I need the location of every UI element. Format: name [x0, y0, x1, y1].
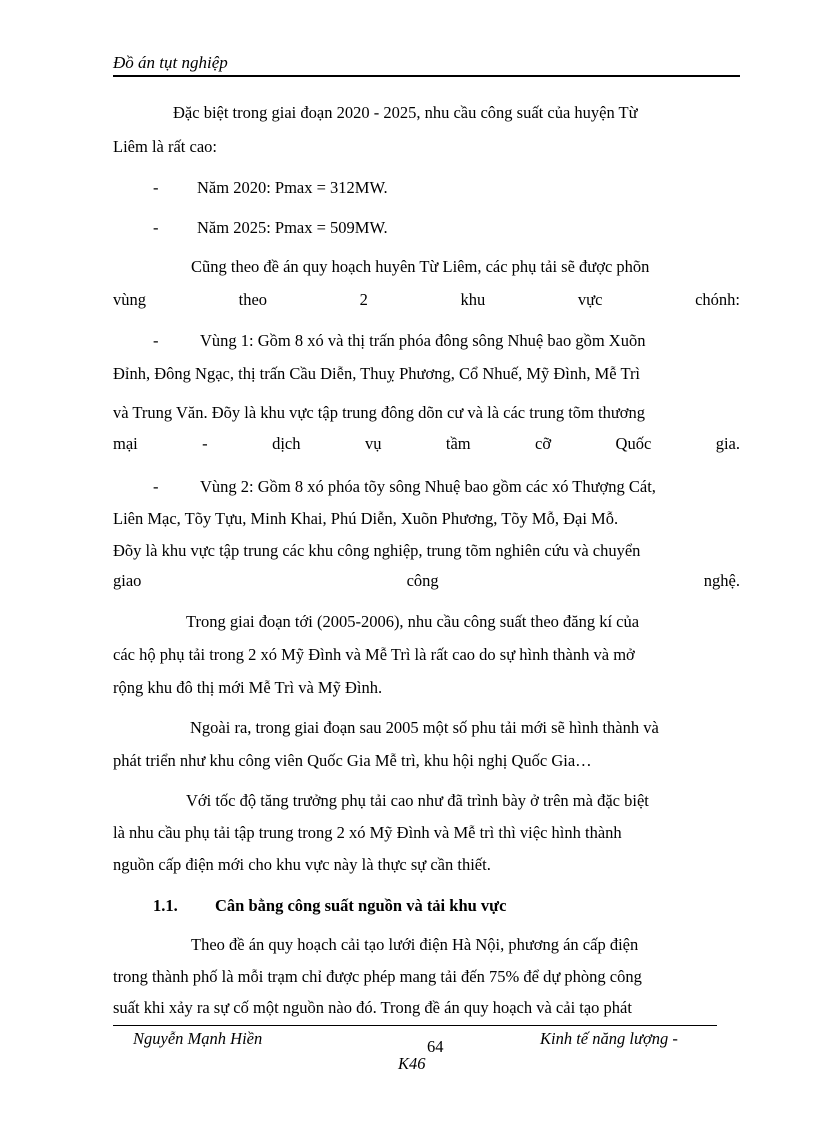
paragraph-line: rộng khu đô thị mới Mễ Trì và Mỹ Đình. — [113, 678, 383, 697]
paragraph-line: Đõy là khu vực tập trung các khu công nghiệp, trung tõm nghiên cứu và chuyển — [113, 541, 641, 560]
paragraph-line: Với tốc độ tăng trưởng phụ tải cao như đã trình bày ở trên mà đặc biệt — [186, 791, 649, 810]
bullet-marker: - — [153, 218, 159, 237]
section-number: 1.1. — [153, 896, 178, 915]
footer-divider — [113, 1025, 717, 1026]
paragraph-line: Theo đề án quy hoạch cải tạo lưới điện Hà Nội, phương án cấp điện — [191, 935, 639, 954]
header-divider — [113, 75, 740, 77]
paragraph-line: Liêm là rất cao: — [113, 137, 217, 156]
paragraph-line: và Trung Văn. Đõy là khu vực tập trung đông dõn cư và là các trung tõm thương — [113, 403, 646, 422]
paragraph-line: là nhu cầu phụ tải tập trung trong 2 xó Mỹ Đình và Mễ trì thì việc hình thành — [113, 823, 622, 842]
bullet-item: Năm 2025: Pmax = 509MW. — [197, 218, 388, 237]
paragraph-line: Liên Mạc, Tõy Tựu, Minh Khai, Phú Diễn, Xuõn Phương, Tõy Mỗ, Đại Mỗ. — [113, 509, 619, 528]
paragraph-line: Đỉnh, Đông Ngạc, thị trấn Cầu Diễn, Thuỵ Phương, Cổ Nhuế, Mỹ Đình, Mễ Trì — [113, 364, 641, 383]
paragraph-line-justified: giao công nghệ. — [113, 571, 740, 590]
footer-course: Kinh tế năng lượng - — [540, 1029, 678, 1048]
bullet-marker: - — [153, 178, 159, 197]
paragraph-line-justified: mại - dịch vụ tầm cỡ Quốc gia. — [113, 434, 740, 453]
paragraph-line: các hộ phụ tải trong 2 xó Mỹ Đình và Mễ Trì là rất cao do sự hình thành và mở — [113, 645, 635, 664]
footer-class: K46 — [398, 1054, 426, 1073]
paragraph-line: suất khi xảy ra sự cố một nguồn nào đó. Trong đề án quy hoạch và cải tạo phát — [113, 998, 632, 1017]
paragraph-line: Ngoài ra, trong giai đoạn sau 2005 một số phu tải mới sẽ hình thành và — [190, 718, 659, 737]
paragraph-line: Vùng 2: Gồm 8 xó phóa tõy sông Nhuệ bao gồm các xó Thượng Cát, — [200, 477, 656, 496]
paragraph-line: Cũng theo đề án quy hoạch huyên Từ Liêm, các phụ tải sẽ được phõn — [191, 257, 650, 276]
paragraph-line: Vùng 1: Gồm 8 xó và thị trấn phóa đông sông Nhuệ bao gồm Xuõn — [200, 331, 646, 350]
bullet-marker: - — [153, 331, 159, 350]
paragraph-line-justified: vùng theo 2 khu vực chónh: — [113, 290, 740, 309]
page-number: 64 — [427, 1037, 444, 1056]
paragraph-line: nguồn cấp điện mới cho khu vực này là thực sự cần thiết. — [113, 855, 491, 874]
paragraph-line: phát triển như khu công viên Quốc Gia Mễ trì, khu hội nghị Quốc Gia… — [113, 751, 592, 770]
section-title: Cân bằng công suất nguồn và tải khu vực — [215, 896, 507, 915]
paragraph-line: Trong giai đoạn tới (2005-2006), nhu cầu công suất theo đăng kí của — [186, 612, 640, 631]
bullet-item: Năm 2020: Pmax = 312MW. — [197, 178, 388, 197]
bullet-marker: - — [153, 477, 159, 496]
paragraph-line: trong thành phố là mỗi trạm chỉ được phép mang tải đến 75% để dự phòng công — [113, 967, 642, 986]
page-header-title: Đồ án tụt nghiệp — [113, 53, 228, 72]
paragraph-line: Đặc biệt trong giai đoạn 2020 - 2025, nhu cầu công suất của huyện Từ — [173, 103, 638, 122]
footer-author: Nguyễn Mạnh Hiền — [133, 1029, 263, 1048]
